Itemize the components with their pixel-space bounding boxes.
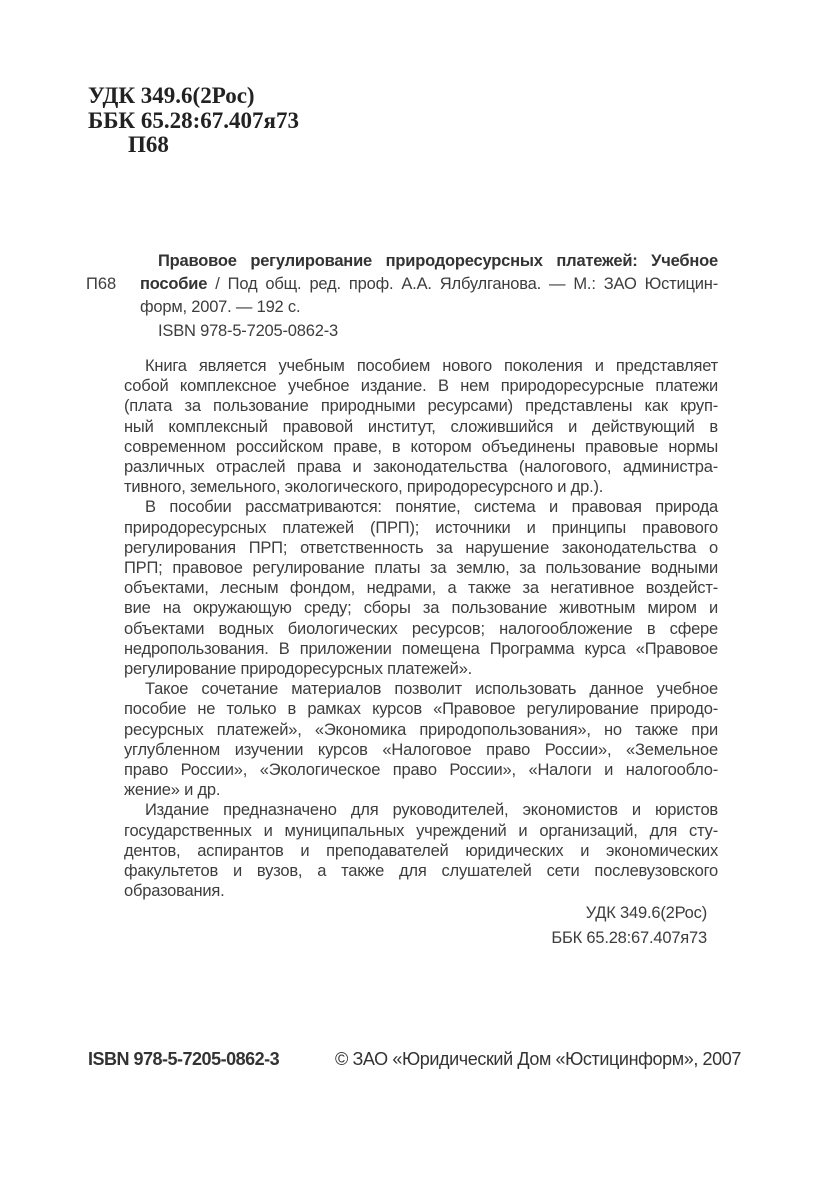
text-line: собой комплексное учебное издание. В нем природоресурсные платежи: [124, 377, 718, 396]
entry-imprint-line-end: форм, 2007. — 192 с.: [140, 298, 301, 316]
udk-code-top: УДК 349.6(2Рос): [88, 83, 255, 108]
annotation-text: [124, 356, 718, 901]
text-line: ный комплексный правовой институт, сложившийся и действующий в: [124, 417, 718, 436]
entry-title-line: [124, 250, 718, 273]
text-line: пособие не только в рамках курсов «Правовое регулирование природо-: [124, 700, 718, 719]
annotation-paragraph: [124, 679, 718, 800]
text-line: природоресурсных платежей (ПРП); источники и принципы правового: [124, 518, 718, 537]
text-line: современном российском праве, в котором объединены правовые нормы: [124, 437, 718, 456]
top-classification-block: [88, 84, 299, 158]
author-sign-code: П68: [128, 132, 169, 157]
text-line: объектами, лесным фондом, недрами, а также за негативное воздейст-: [124, 579, 718, 598]
udk-code-bottom: УДК 349.6(2Рос): [585, 904, 707, 922]
footer-isbn: ISBN 978-5-7205-0862-3: [88, 1049, 280, 1069]
annotation-paragraph: [124, 356, 718, 497]
text-line: образования.: [124, 882, 225, 901]
text-line: В пособии рассматриваются: понятие, система и правовая природа: [145, 498, 718, 517]
annotation-paragraph: [124, 800, 718, 901]
text-line: объектами водных биологических ресурсов; налогообложение в сфере: [124, 619, 718, 638]
text-line: право России», «Экологическое право России», «Налоги и налогообло-: [124, 761, 718, 780]
text-line: факультетов и вузов, а также для слушателей сети послевузовского: [124, 862, 718, 881]
text-line: Такое сочетание материалов позволит использовать данное учебное: [145, 680, 718, 699]
annotation-paragraph: [124, 497, 718, 679]
text-line: жение» и др.: [124, 781, 221, 800]
text-line: вие на окружающую среду; сборы за пользование животным миром и: [124, 599, 718, 618]
text-line: различных отраслей права и законодательства (налогового, администра-: [124, 458, 718, 477]
text-line: (плата за пользование природными ресурсами) представлены как круп-: [124, 397, 718, 416]
entry-imprint-text: / Под общ. ред. проф. А.А. Ялбулганова. — М.: ЗАО Юстицин-: [207, 275, 718, 293]
isbn-number: ISBN 978-5-7205-0862-3: [158, 322, 338, 340]
text-line: недропользования. В приложении помещена Программа курса «Правовое: [124, 639, 718, 658]
bottom-classification-block: [551, 901, 707, 950]
text-line: Издание предназначено для руководителей, экономистов и юристов: [145, 801, 718, 820]
text-line: регулирование природоресурсных платежей».: [124, 660, 473, 679]
text-line: дентов, аспирантов и преподавателей юридических и экономических: [124, 841, 718, 860]
text-line: Книга является учебным пособием нового поколения и представляет: [145, 357, 718, 375]
text-line: тивного, земельного, экологического, природоресурсного и др.).: [124, 478, 604, 497]
text-line: государственных и муниципальных учреждений и организаций, для сту-: [124, 821, 718, 840]
text-line: ПРП; правовое регулирование платы за землю, за пользование водными: [124, 559, 718, 578]
entry-title-bold: Правовое регулирование природоресурсных платежей: Учебное: [158, 252, 718, 270]
entry-margin-code: П68: [86, 275, 117, 293]
bbk-code-top: ББК 65.28:67.407я73: [88, 107, 299, 133]
entry-title-bold-continued: пособие: [140, 275, 208, 293]
footer-line: [0, 1049, 827, 1075]
catalog-entry: [86, 250, 718, 319]
text-line: углубленном изучении курсов «Налоговое право России», «Земельное: [124, 740, 718, 759]
footer-copyright: © ЗАО «Юридический Дом «Юстицинформ», 2007: [335, 1049, 741, 1069]
text-line: ресурсных платежей», «Экономика природопользования», но также при: [124, 720, 718, 739]
entry-imprint-line: [124, 273, 718, 296]
bbk-code-bottom: ББК 65.28:67.407я73: [551, 928, 707, 947]
text-line: регулирования ПРП; ответственность за нарушение законодательства о: [124, 538, 718, 557]
